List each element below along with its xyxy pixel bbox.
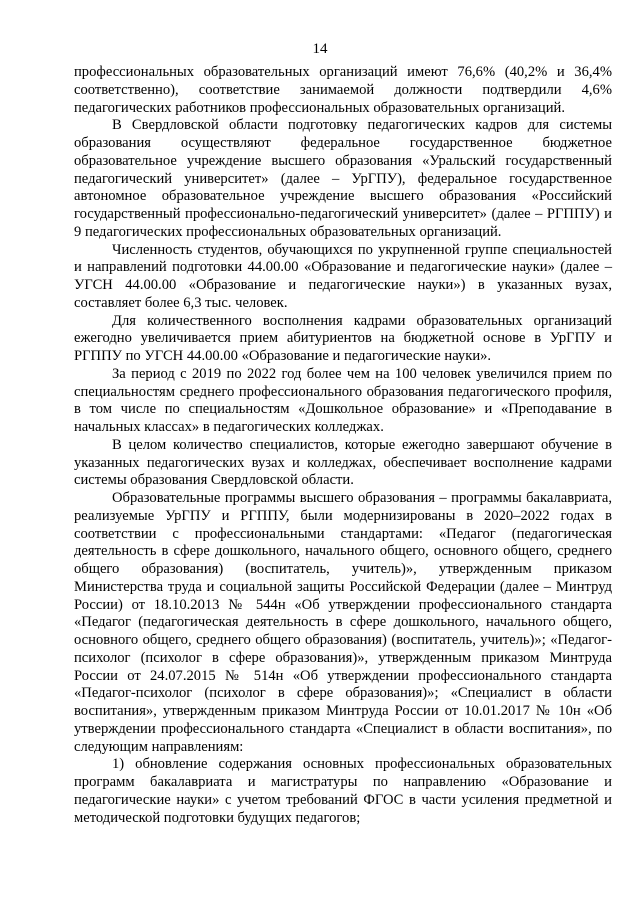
paragraph-program-modernization: Образовательные программы высшего образования – программы бакалавриата, реализуемые УрГПУ и РГППУ, были модернизированы в 2020–2022 годах в соответствии с профессиональными стандартами: «Педагог (педагогическая деятельность в сфере дошкольного, начального общего, основного общего, среднего общего образования) (воспитатель, учитель)», утвержденным приказом Министерства труда и социальной защиты Российской Федерации (далее – Минтруд России) от 18.10.2013 № 544н «Об утверждении профессионального стандарта «Педагог (педагогическая деятельность в сфере дошкольного, начального общего, основного общего, среднего общего образования) (воспитатель, учитель)»; «Педагог-психолог (психолог в сфере образования)», утвержденным приказом Минтруда России от 24.07.2015 № 514н «Об утверждении профессионального стандарта «Педагог-психолог (психолог в сфере образования)»; «Специалист в области воспитания», утвержденным приказом Минтруда России от 10.01.2017 № 10н «Об утверждении профессионального стандарта «Специалист в области воспитания», по следующим направлениям:	[74, 490, 612, 755]
paragraph-student-count: Численность студентов, обучающихся по укрупненной группе специальностей и направлений подготовки 44.00.00 «Образование и педагогические науки» (далее – УГСН 44.00.00 «Образование и педагогические науки») в указанных вузах, составляет более 6,3 тыс. человек.	[74, 241, 612, 311]
paragraph-pedagogical-training: В Свердловской области подготовку педагогических кадров для системы образования осуществляют федеральное государственное бюджетное образовательное учреждение высшего образования «Уральский государственный педагогический университет» (далее – УрГПУ), федеральное государственное автономное образовательное учреждение высшего образования «Российский государственный профессионально-педагогический университет» (далее – РГППУ) и 9 педагогических профессиональных образовательных организаций.	[74, 117, 612, 240]
paragraph-graduates: В целом количество специалистов, которые ежегодно завершают обучение в указанных педагогических вузах и колледжах, обеспечивает восполнение кадрами системы образования Свердловской области.	[74, 436, 612, 489]
paragraph-college-admission: За период с 2019 по 2022 год более чем на 100 человек увеличился прием по специальностям среднего профессионального образования педагогического профиля, в том числе по специальностям «Дошкольное образование» и «Преподавание в начальных классах» в педагогических колледжах.	[74, 365, 612, 435]
paragraph-admission-increase: Для количественного восполнения кадрами образовательных организаций ежегодно увеличивается прием абитуриентов на бюджетной основе в УрГПУ и РГППУ по УГСН 44.00.00 «Образование и педагогические науки».	[74, 312, 612, 364]
document-body	[74, 64, 612, 827]
list-item-1: 1) обновление содержания основных профессиональных образовательных программ бакалавриата и магистратуры по направлению «Образование и педагогические науки» с учетом требований ФГОС в части усиления предметной и методической подготовки будущих педагогов;	[74, 756, 612, 826]
page-number: 14	[312, 41, 328, 57]
paragraph-continuation: профессиональных образовательных организаций имеют 76,6% (40,2% и 36,4% соответственно), соответствие занимаемой должности подтвердили 4,6% педагогических работников профессиональных образовательных организаций.	[74, 64, 612, 116]
